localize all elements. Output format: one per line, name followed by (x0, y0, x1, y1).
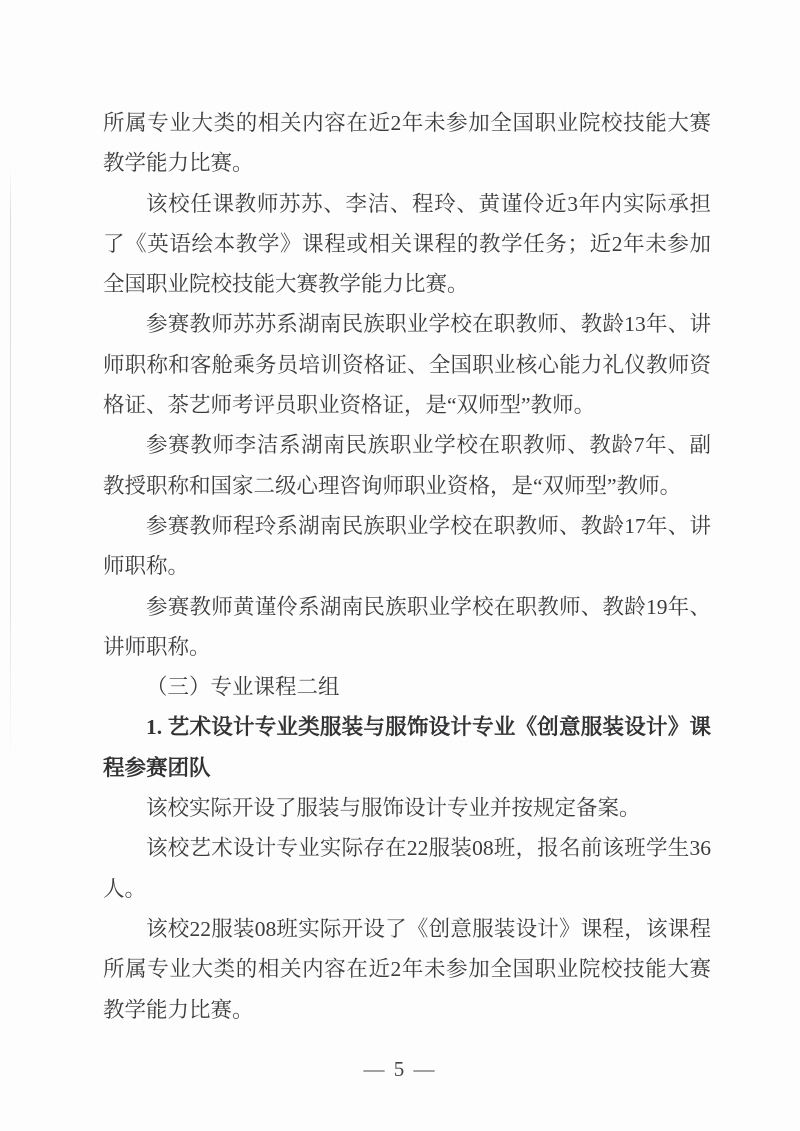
text-line: 师职称。 (103, 554, 190, 579)
text-block (103, 103, 711, 1030)
page-footer (0, 1053, 800, 1085)
text-line: 师职称和客舱乘务员培训资格证、全国职业核心能力礼仪教师资 (103, 352, 711, 377)
text-line: 程参赛团队 (103, 755, 211, 780)
text-line: 格证、茶艺师考评员职业资格证，是“双师型”教师。 (103, 393, 596, 418)
text-line: 该校22服装08班实际开设了《创意服装设计》课程，该课程 (146, 916, 711, 941)
text-line: 了《英语绘本教学》课程或相关课程的教学任务；近2年未参加 (103, 231, 711, 256)
text-line: （三）专业课程二组 (146, 675, 340, 700)
text-line: 参赛教师黄谨伶系湖南民族职业学校在职教师、教龄19年、 (146, 594, 711, 619)
text-line: 所属专业大类的相关内容在近2年未参加全国职业院校技能大赛 (103, 111, 711, 135)
scan-edge-artifact (10, 168, 11, 763)
text-line: 全国职业院校技能大赛教学能力比赛。 (103, 272, 469, 297)
text-line: 参赛教师李洁系湖南民族职业学校在职教师、教龄7年、副 (146, 433, 711, 458)
text-line: 该校实际开设了服装与服饰设计专业并按规定备案。 (146, 796, 641, 821)
text-line: 教学能力比赛。 (103, 151, 254, 176)
text-line: 所属专业大类的相关内容在近2年未参加全国职业院校技能大赛 (103, 957, 711, 982)
text-line: 该校任课教师苏苏、李洁、程玲、黄谨伶近3年内实际承担 (146, 191, 711, 216)
text-line: 参赛教师程玲系湖南民族职业学校在职教师、教龄17年、讲 (146, 513, 711, 538)
text-line: 讲师职称。 (103, 634, 211, 659)
text-line: 人。 (103, 876, 147, 901)
text-line: 教授职称和国家二级心理咨询师职业资格，是“双师型”教师。 (103, 473, 682, 498)
text-line: 该校艺术设计专业实际存在22服装08班，报名前该班学生36 (146, 836, 711, 861)
text-line: 1. 艺术设计专业类服装与服饰设计专业《创意服装设计》课 (146, 715, 711, 740)
text-line: 教学能力比赛。 (103, 997, 254, 1022)
text-line: 参赛教师苏苏系湖南民族职业学校在职教师、教龄13年、讲 (146, 312, 711, 337)
page-number: — 5 — (363, 1057, 437, 1081)
